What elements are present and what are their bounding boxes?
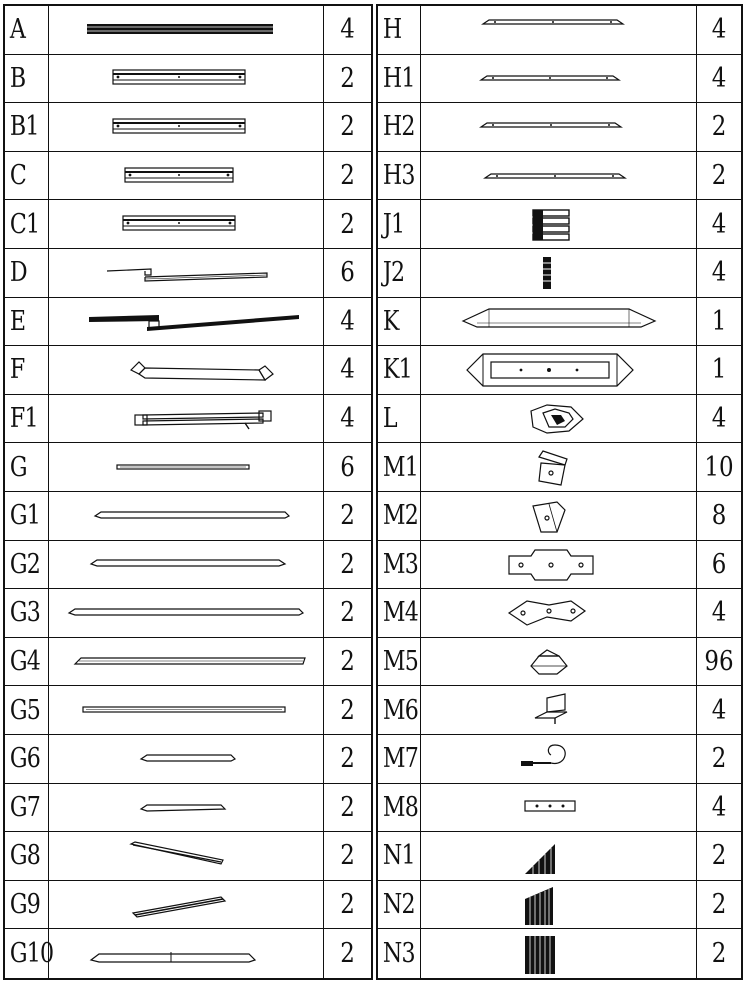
strip-h-icon	[421, 8, 696, 52]
block-j2-icon	[421, 251, 696, 295]
bar-g6-icon	[49, 737, 323, 781]
part-code: L	[382, 403, 397, 435]
part-code: J2	[382, 257, 405, 289]
part-code: G7	[9, 791, 41, 823]
part-drawing	[49, 929, 323, 978]
bar-g1-icon	[49, 494, 323, 538]
part-drawing	[421, 638, 696, 686]
part-code: K1	[382, 354, 412, 386]
part-code: M7	[382, 743, 419, 775]
part-row	[378, 589, 741, 638]
part-quantity: 8	[711, 500, 727, 532]
part-row	[5, 638, 371, 687]
bar-g5-icon	[49, 688, 323, 732]
part-drawing	[49, 589, 323, 637]
part-quantity: 2	[340, 597, 355, 629]
part-drawing	[421, 589, 696, 637]
part-code: H	[382, 14, 402, 46]
part-drawing	[49, 298, 323, 346]
part-quantity: 2	[711, 889, 727, 921]
part-quantity: 2	[711, 938, 727, 970]
part-drawing	[421, 6, 696, 54]
part-row	[5, 929, 371, 978]
part-quantity: 2	[340, 548, 355, 580]
part-row	[5, 881, 371, 930]
part-row	[378, 55, 741, 104]
part-quantity: 1	[711, 305, 727, 337]
part-quantity: 96	[704, 646, 734, 678]
part-row	[378, 735, 741, 784]
part-code: G4	[9, 646, 41, 678]
part-quantity: 2	[340, 500, 355, 532]
part-quantity: 2	[340, 938, 355, 970]
part-drawing	[421, 443, 696, 491]
part-drawing	[421, 881, 696, 929]
part-code: F	[9, 354, 25, 386]
part-drawing	[421, 929, 696, 978]
part-drawing	[49, 249, 323, 297]
part-quantity: 2	[711, 840, 727, 872]
part-quantity: 2	[340, 791, 355, 823]
part-code: A	[9, 14, 26, 46]
part-row	[378, 492, 741, 541]
bracket-m2-icon	[421, 494, 696, 538]
part-row	[5, 589, 371, 638]
beam-a-icon	[49, 8, 323, 52]
bar-g7-icon	[49, 785, 323, 829]
part-drawing	[421, 735, 696, 783]
part-drawing	[49, 881, 323, 929]
part-quantity: 4	[340, 403, 355, 435]
part-row	[5, 152, 371, 201]
part-quantity: 6	[340, 451, 355, 483]
part-code: N1	[382, 840, 415, 872]
strip-h2-icon	[421, 105, 696, 149]
part-row	[5, 832, 371, 881]
part-row	[5, 492, 371, 541]
bracket-f1-icon	[49, 397, 323, 441]
panel-n1-icon	[421, 834, 696, 878]
part-code: J1	[382, 208, 405, 240]
part-code: M8	[382, 791, 419, 823]
part-drawing	[49, 6, 323, 54]
bar-g3-icon	[49, 591, 323, 635]
part-drawing	[49, 686, 323, 734]
plate-m3-icon	[421, 542, 696, 586]
part-drawing	[421, 55, 696, 103]
part-row	[378, 929, 741, 978]
part-quantity: 2	[340, 208, 355, 240]
bar-g9-icon	[49, 883, 323, 927]
part-code: G8	[9, 840, 41, 872]
part-drawing	[49, 346, 323, 394]
strip-h1-icon	[421, 56, 696, 100]
part-row	[5, 686, 371, 735]
parts-table-right	[376, 4, 743, 980]
part-quantity: 4	[711, 62, 727, 94]
part-code: D	[9, 257, 27, 289]
part-row	[378, 152, 741, 201]
part-drawing	[49, 541, 323, 589]
part-row	[5, 443, 371, 492]
part-drawing	[421, 298, 696, 346]
part-row	[378, 638, 741, 687]
part-drawing	[49, 443, 323, 491]
part-row	[378, 541, 741, 590]
part-quantity: 2	[711, 160, 727, 192]
part-quantity: 4	[340, 354, 355, 386]
part-drawing	[421, 152, 696, 200]
part-drawing	[49, 103, 323, 151]
part-quantity: 4	[340, 305, 355, 337]
bracket-m6-icon	[421, 688, 696, 732]
part-row	[5, 200, 371, 249]
part-quantity: 4	[711, 208, 727, 240]
part-code: G	[9, 451, 27, 483]
part-code: M2	[382, 500, 419, 532]
part-drawing	[421, 784, 696, 832]
part-drawing	[421, 492, 696, 540]
part-row	[378, 881, 741, 930]
part-drawing	[49, 784, 323, 832]
bar-g4-icon	[49, 640, 323, 684]
clip-m5-icon	[421, 640, 696, 684]
angle-d-icon	[49, 251, 323, 295]
part-row	[378, 6, 741, 55]
part-code: G5	[9, 694, 41, 726]
channel-c-icon	[49, 154, 323, 198]
part-quantity: 4	[711, 597, 727, 629]
part-quantity: 2	[340, 646, 355, 678]
plate-m4-icon	[421, 591, 696, 635]
part-drawing	[421, 200, 696, 248]
panel-n3-icon	[421, 932, 696, 976]
part-code: G6	[9, 743, 41, 775]
plate-l-icon	[421, 397, 696, 441]
part-quantity: 2	[340, 111, 355, 143]
part-quantity: 4	[711, 791, 727, 823]
part-code: B1	[9, 111, 39, 143]
part-drawing	[49, 395, 323, 443]
part-quantity: 4	[711, 14, 727, 46]
frame-k1-icon	[421, 348, 696, 392]
part-code: M1	[382, 451, 419, 483]
part-code: H1	[382, 62, 415, 94]
part-row	[378, 200, 741, 249]
part-code: M6	[382, 694, 419, 726]
part-row	[5, 249, 371, 298]
part-code: G2	[9, 548, 41, 580]
part-drawing	[421, 346, 696, 394]
part-code: M4	[382, 597, 419, 629]
part-code: B	[9, 62, 26, 94]
part-row	[5, 784, 371, 833]
channel-b-icon	[49, 56, 323, 100]
part-row	[378, 784, 741, 833]
part-row	[378, 249, 741, 298]
part-code: C1	[9, 208, 40, 240]
bracket-m1-icon	[421, 445, 696, 489]
part-code: M3	[382, 548, 419, 580]
part-row	[5, 103, 371, 152]
part-quantity: 6	[340, 257, 355, 289]
bar-g10-icon	[49, 932, 323, 976]
part-drawing	[421, 103, 696, 151]
block-j1-icon	[421, 202, 696, 246]
part-quantity: 2	[340, 840, 355, 872]
bar-g-icon	[49, 445, 323, 489]
part-quantity: 4	[711, 403, 727, 435]
channel-c1-icon	[49, 202, 323, 246]
part-code: E	[9, 305, 26, 337]
bar-g2-icon	[49, 542, 323, 586]
part-code: H3	[382, 160, 415, 192]
strip-h3-icon	[421, 154, 696, 198]
part-quantity: 2	[711, 111, 727, 143]
part-code: G9	[9, 889, 41, 921]
part-drawing	[421, 249, 696, 297]
part-quantity: 4	[340, 14, 355, 46]
part-drawing	[49, 55, 323, 103]
part-row	[378, 346, 741, 395]
part-quantity: 2	[340, 160, 355, 192]
part-row	[378, 103, 741, 152]
part-code: N2	[382, 889, 415, 921]
part-code: H2	[382, 111, 415, 143]
part-row	[5, 395, 371, 444]
part-code: G1	[9, 500, 41, 532]
part-drawing	[421, 395, 696, 443]
part-drawing	[421, 832, 696, 880]
part-row	[5, 541, 371, 590]
part-drawing	[49, 200, 323, 248]
part-drawing	[49, 152, 323, 200]
part-row	[378, 832, 741, 881]
channel-b1-icon	[49, 105, 323, 149]
part-row	[5, 346, 371, 395]
part-code: G10	[9, 938, 54, 970]
part-row	[378, 443, 741, 492]
ridge-k-icon	[421, 299, 696, 343]
part-code: C	[9, 160, 27, 192]
part-drawing	[421, 686, 696, 734]
part-quantity: 2	[340, 62, 355, 94]
part-quantity: 2	[711, 743, 727, 775]
bar-g8-icon	[49, 834, 323, 878]
part-drawing	[49, 638, 323, 686]
part-code: K	[382, 305, 399, 337]
part-quantity: 2	[340, 889, 355, 921]
part-code: N3	[382, 938, 415, 970]
parts-table-left	[3, 4, 373, 980]
part-row	[378, 298, 741, 347]
part-quantity: 4	[711, 694, 727, 726]
part-quantity: 6	[711, 548, 727, 580]
part-quantity: 4	[711, 257, 727, 289]
hook-m7-icon	[421, 737, 696, 781]
part-row	[378, 395, 741, 444]
part-drawing	[49, 492, 323, 540]
part-drawing	[49, 735, 323, 783]
part-code: F1	[9, 403, 38, 435]
part-drawing	[421, 541, 696, 589]
part-quantity: 1	[711, 354, 727, 386]
part-drawing	[49, 832, 323, 880]
bracket-f-icon	[49, 348, 323, 392]
part-quantity: 10	[704, 451, 734, 483]
part-row	[5, 298, 371, 347]
part-code: G3	[9, 597, 41, 629]
part-quantity: 2	[340, 743, 355, 775]
part-quantity: 2	[340, 694, 355, 726]
part-row	[5, 735, 371, 784]
part-row	[5, 6, 371, 55]
panel-n2-icon	[421, 883, 696, 927]
part-row	[378, 686, 741, 735]
part-code: M5	[382, 646, 419, 678]
part-row	[5, 55, 371, 104]
angle-e-icon	[49, 299, 323, 343]
plate-m8-icon	[421, 785, 696, 829]
